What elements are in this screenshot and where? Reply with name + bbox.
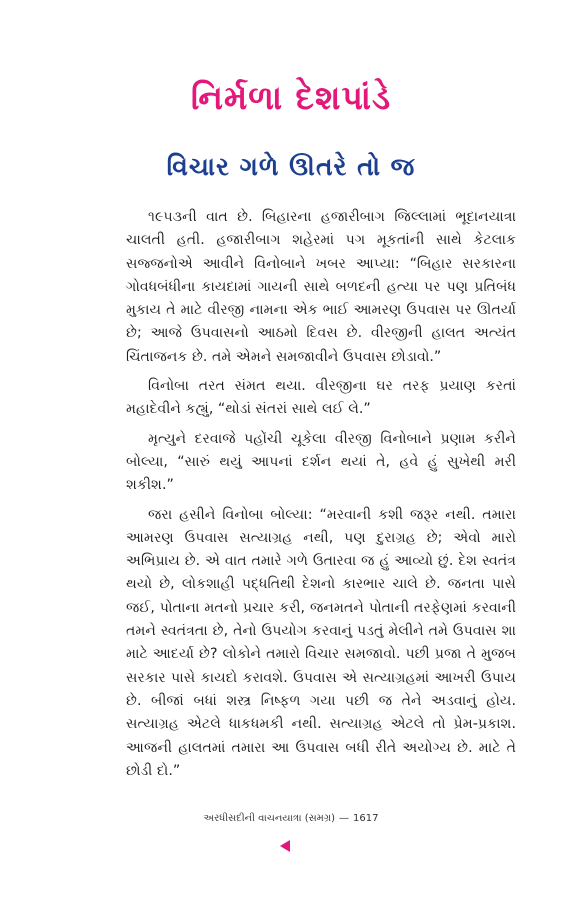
page-marker-icon (280, 840, 290, 852)
author-name: નિર્મળા દેશપાંડે (190, 78, 392, 117)
paragraph: વિનોબા તરત સંમત થયા. વીરજીના ઘર તરફ પ્રયાણ કરતાં મહાદેવીને કહ્યું, “થોડાં સંતરાં સાથે લઈ લે.” (126, 378, 516, 418)
page-footer (0, 812, 582, 826)
chapter-title: વિચાર ગળે ઊતરે તો જ (166, 152, 416, 181)
paragraph: ૧૯૫૩ની વાત છે. બિહારના હજારીબાગ જિલ્લામાં ભૂદાનયાત્રા ચાલતી હતી. હજારીબાગ શહેરમાં પગ મૂકતાંની સાથે કેટલાક સજ્જનોએ આવીને વિનોબાને ખબર આપ્યા: “બિહાર સરકારના ગોવધબંધીના કાયદામાં ગાયની સાથે બળદની હત્યા પર પણ પ્રતિબંધ મુકાય તે માટે વીરજી નામના એક ભાઈ આમરણ ઉપવાસ પર ઊતર્યા છે; આજે ઉપવાસનો આઠમો દિવસ છે. વીરજીની હાલત અત્યંત ચિંતાજનક છે. તમે એમને સમજાવીને ઉપવાસ છોડાવો.” (126, 209, 516, 365)
footer-book-title: અરધીસદીની વાચનયાત્રા (સમગ્ર) (203, 813, 335, 824)
paragraph: જરા હસીને વિનોબા બોલ્યા: “મરવાની કશી જરૂર નથી. તમારા આમરણ ઉપવાસ સત્યાગ્રહ નથી, પણ દુરાગ્રહ છે; એવો મારો અભિપ્રાય છે. એ વાત તમારે ગળે ઉતારવા જ હું આવ્યો છું. દેશ સ્વતંત્ર થયો છે, લોકશાહી પદ્ધતિથી દેશનો કારભાર ચાલે છે. જનતા પાસે જઈ, પોતાના મતનો પ્રચાર કરી, જનમતને પોતાની તરફેણમાં કરવાની તમને સ્વતંત્રતા છે, તેનો ઉપયોગ કરવાનું પડતું મેલીને તમે ઉપવાસ શા માટે આદર્યા છે? લોકોને તમારો વિચાર સમજાવો. પછી પ્રજા તે મુજબ સરકાર પાસે કાયદો કરાવશે. ઉપવાસ એ સત્યાગ્રહમાં આખરી ઉપાય છે. બીજાં બધાં શસ્ત્ર નિષ્ફળ ગયા પછી જ તેને અડવાનું હોય. સત્યાગ્રહ એટલે ધાકધમકી નથી. સત્યાગ્રહ એટલે તો પ્રેમ-પ્રકાશ. આજની હાલતમાં તમારા આ ઉપવાસ બધી રીતે અયોગ્ય છે. માટે તે છોડી દો.” (126, 506, 516, 779)
paragraph: મૃત્યુને દરવાજે પહોંચી ચૂકેલા વીરજી વિનોબાને પ્રણામ કરીને બોલ્યા, “સારું થયું આપનાં દર્શન થયાં તે, હવે હું સુખેથી મરી શકીશ.” (126, 430, 516, 494)
page-number: 1617 (352, 813, 379, 824)
chapter-body (126, 206, 516, 789)
footer-separator: — (338, 813, 349, 824)
